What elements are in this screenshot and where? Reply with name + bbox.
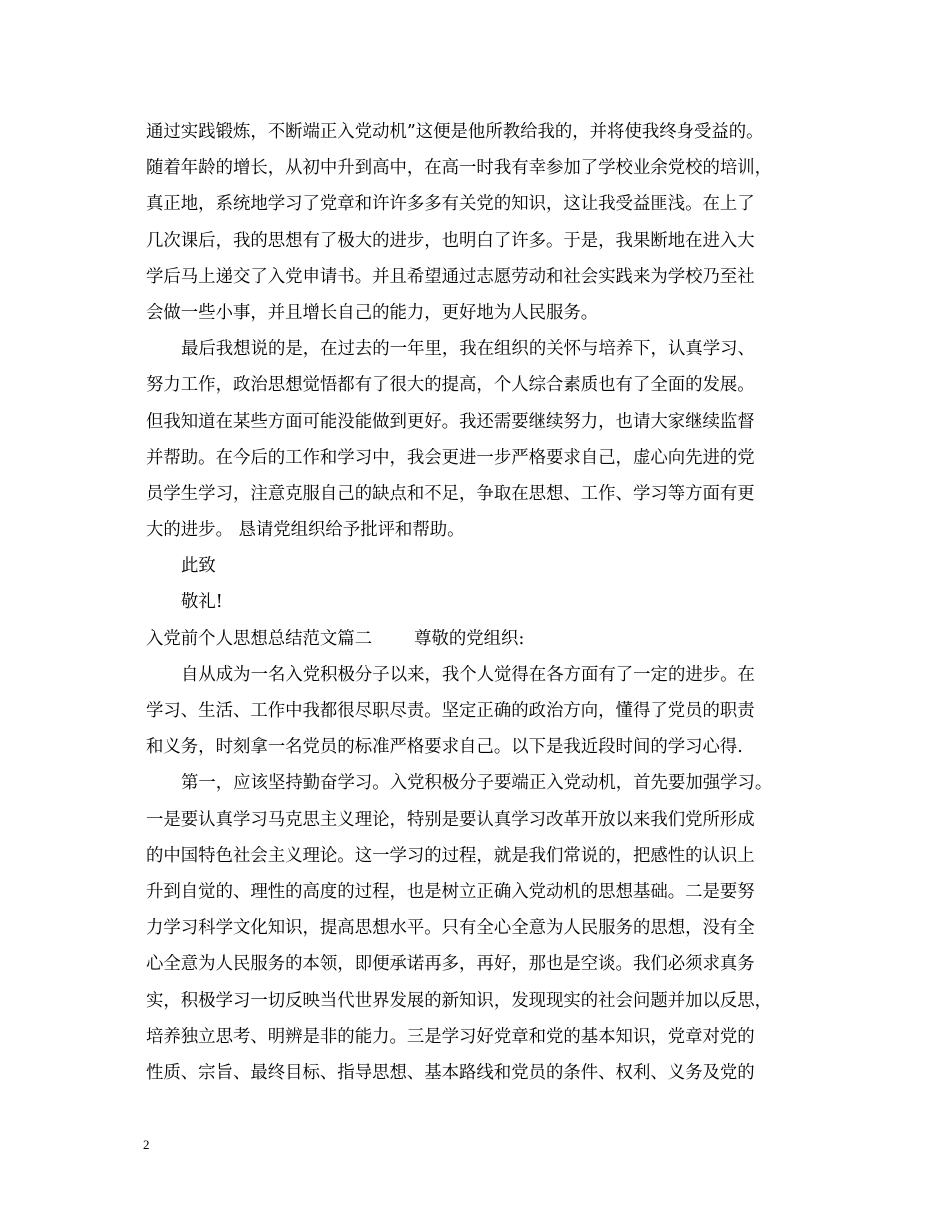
text-line: 通过实践锻炼，不断端正入党动机”这便是他所教给我的，并将使我终身受益的。: [146, 122, 764, 142]
salutation: 尊敬的党组织:: [414, 628, 525, 649]
text-line: 力学习科学文化知识，提高思想水平。只有全心全意为人民服务的思想，没有全: [146, 918, 755, 939]
text-line: 学后马上递交了入党申请书。并且希望通过志愿劳动和社会实践来为学校乃至社: [146, 266, 755, 287]
paragraph-lines-after: [146, 657, 826, 1091]
text-line: 心全意为人民服务的本领，即便承诺再多，再好，那也是空谈。我们必须求真务: [146, 954, 755, 975]
text-line: 几次课后，我的思想有了极大的进步，也明白了许多。于是，我果断地在进入大: [146, 230, 755, 251]
text-line: 随着年龄的增长，从初中升到高中，在高一时我有幸参加了学校业余党校的培训，: [146, 158, 773, 179]
section-title: 入党前个人思想总结范文篇二: [146, 628, 373, 649]
text-line: 会做一些小事，并且增长自己的能力，更好地为人民服务。: [146, 302, 599, 323]
text-line: 学习、生活、工作中我都很尽职尽责。坚定正确的政治方向，懂得了党员的职责: [146, 701, 755, 721]
text-line: 第一，应该坚持勤奋学习。入党积极分子要端正入党动机，首先要加强学习。: [181, 773, 773, 794]
text-line: 真正地，系统地学习了党章和许许多多有关党的知识，这让我受益匪浅。在上了: [146, 194, 755, 215]
text-line: 性质、宗旨、最终目标、指导思想、基本路线和党员的条件、权利、义务及党的: [146, 1062, 755, 1083]
paragraph-lines-before: [146, 114, 826, 621]
text-line: 自从成为一名入党积极分子以来，我个人觉得在各方面有了一定的进步。在: [181, 664, 755, 685]
section-heading-line: [146, 621, 826, 657]
text-line: 敬礼!: [181, 592, 223, 613]
page-number: 2: [143, 1137, 150, 1152]
text-line: 大的进步。 恳请党组织给予批评和帮助。: [146, 520, 465, 541]
text-line: 一是要认真学习马克思主义理论，特别是要认真学习改革开放以来我们党所形成: [146, 809, 755, 830]
text-line: 员学生学习，注意克服自己的缺点和不足，争取在思想、工作、学习等方面有更: [146, 483, 755, 504]
text-line: 和义务，时刻拿一名党员的标准严格要求自己。以下是我近段时间的学习心得.: [146, 737, 743, 758]
text-line: 努力工作，政治思想觉悟都有了很大的提高，个人综合素质也有了全面的发展。: [146, 375, 755, 396]
text-line: 并帮助。在今后的工作和学习中，我会更进一步严格要求自己，虚心向先进的党: [146, 447, 755, 468]
text-line: 培养独立思考、明辨是非的能力。三是学习好党章和党的基本知识，党章对党的: [146, 1026, 755, 1047]
text-line: 此致: [181, 556, 216, 577]
text-line: 实，积极学习一切反映当代世界发展的新知识，发现现实的社会问题并加以反思，: [146, 990, 773, 1011]
text-line: 的中国特色社会主义理论。这一学习的过程，就是我们常说的，把感性的认识上: [146, 845, 755, 866]
text-line: 升到自觉的、理性的高度的过程，也是树立正确入党动机的思想基础。二是要努: [146, 881, 755, 902]
document-body: [146, 114, 826, 1091]
text-line: 但我知道在某些方面可能没能做到更好。我还需要继续努力，也请大家继续监督: [146, 411, 755, 432]
text-line: 最后我想说的是，在过去的一年里，我在组织的关怀与培养下，认真学习、: [181, 339, 755, 360]
